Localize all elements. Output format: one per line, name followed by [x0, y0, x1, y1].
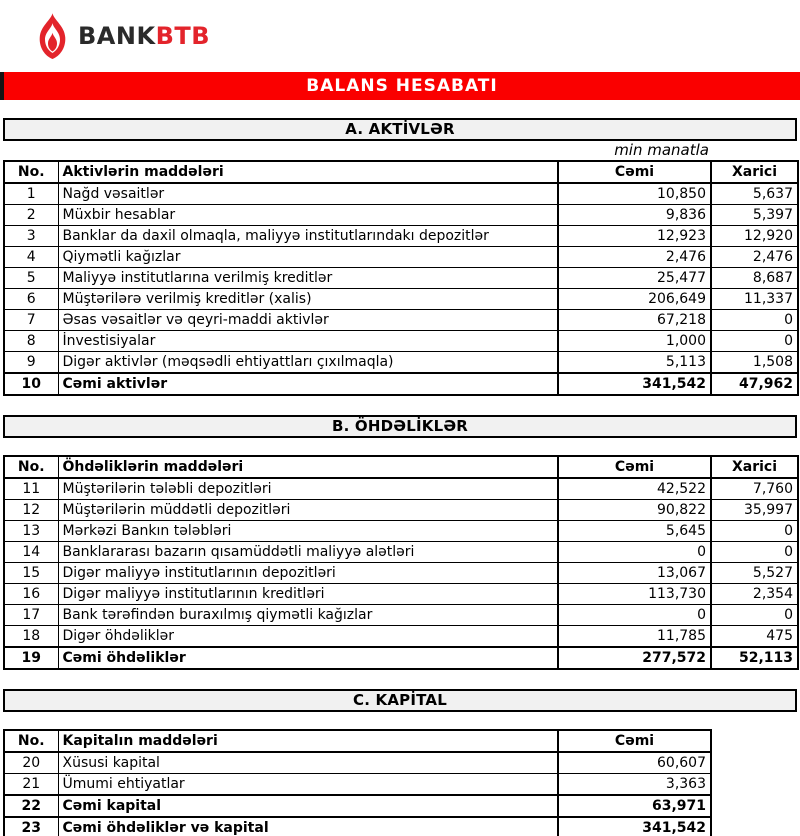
cell-no: 10 — [4, 373, 58, 395]
assets-table — [3, 160, 799, 396]
cell-foreign: 8,687 — [711, 268, 798, 289]
total-row — [4, 817, 711, 836]
table-row — [4, 183, 798, 205]
cell-total: 0 — [558, 605, 711, 626]
cell-foreign: 47,962 — [711, 373, 798, 395]
cell-foreign: 1,508 — [711, 352, 798, 374]
cell-foreign: 2,476 — [711, 247, 798, 268]
assets-table-header-row — [4, 161, 798, 183]
table-row — [4, 500, 798, 521]
logo-bank-word: BANK — [78, 22, 156, 50]
table-row — [4, 626, 798, 648]
column-header-total: Cəmi — [558, 730, 711, 752]
cell-name: Müştərilərə verilmiş kreditlər (xalis) — [58, 289, 558, 310]
logo-btb-word: BTB — [155, 22, 211, 50]
cell-total: 67,218 — [558, 310, 711, 331]
cell-name: Cəmi aktivlər — [58, 373, 558, 395]
cell-foreign: 52,113 — [711, 647, 798, 669]
cell-total: 13,067 — [558, 563, 711, 584]
cell-no: 8 — [4, 331, 58, 352]
report-title: BALANS HESABATI — [306, 76, 498, 96]
cell-foreign: 11,337 — [711, 289, 798, 310]
cell-name: Cəmi öhdəliklər və kapital — [58, 817, 558, 836]
table-row — [4, 310, 798, 331]
cell-no: 3 — [4, 226, 58, 247]
cell-total: 42,522 — [558, 478, 711, 500]
total-row — [4, 647, 798, 669]
cell-total: 0 — [558, 542, 711, 563]
table-row — [4, 268, 798, 289]
bank-flame-icon — [36, 13, 69, 60]
table-row — [4, 563, 798, 584]
cell-no: 18 — [4, 626, 58, 648]
cell-total: 206,649 — [558, 289, 711, 310]
cell-name: Müxbir hesablar — [58, 205, 558, 226]
cell-total: 10,850 — [558, 183, 711, 205]
cell-foreign: 0 — [711, 310, 798, 331]
cell-no: 11 — [4, 478, 58, 500]
cell-name: Xüsusi kapital — [58, 752, 558, 774]
cell-total: 60,607 — [558, 752, 711, 774]
cell-no: 19 — [4, 647, 58, 669]
table-row — [4, 226, 798, 247]
cell-total: 3,363 — [558, 774, 711, 796]
column-header-no: No. — [4, 730, 58, 752]
column-header-name: Kapitalın maddələri — [58, 730, 558, 752]
column-header-foreign: Xarici — [711, 161, 798, 183]
cell-name: Cəmi kapital — [58, 795, 558, 817]
cell-foreign: 5,397 — [711, 205, 798, 226]
cell-total: 9,836 — [558, 205, 711, 226]
cell-total: 11,785 — [558, 626, 711, 648]
cell-no: 22 — [4, 795, 58, 817]
capital-table — [3, 729, 712, 836]
cell-name: Ümumi ehtiyatlar — [58, 774, 558, 796]
cell-foreign: 0 — [711, 331, 798, 352]
cell-no: 21 — [4, 774, 58, 796]
column-header-name: Aktivlərin maddələri — [58, 161, 558, 183]
liabilities-table-header-row — [4, 456, 798, 478]
cell-no: 16 — [4, 584, 58, 605]
column-header-name: Öhdəliklərin maddələri — [58, 456, 558, 478]
cell-foreign: 7,760 — [711, 478, 798, 500]
cell-name: Cəmi öhdəliklər — [58, 647, 558, 669]
cell-no: 9 — [4, 352, 58, 374]
table-row — [4, 352, 798, 374]
bank-logo-text — [78, 22, 210, 50]
cell-total: 5,113 — [558, 352, 711, 374]
column-header-no: No. — [4, 456, 58, 478]
report-title-banner — [0, 72, 800, 100]
cell-name: Digər maliyyə institutlarının kreditləri — [58, 584, 558, 605]
units-note: min manatla — [614, 141, 709, 159]
table-row — [4, 331, 798, 352]
cell-no: 23 — [4, 817, 58, 836]
cell-foreign: 0 — [711, 542, 798, 563]
cell-name: Nağd vəsaitlər — [58, 183, 558, 205]
section-c-header: C. KAPİTAL — [3, 689, 797, 712]
cell-name: Digər maliyyə institutlarının depozitləri — [58, 563, 558, 584]
cell-foreign: 0 — [711, 521, 798, 542]
cell-total: 5,645 — [558, 521, 711, 542]
cell-foreign: 0 — [711, 605, 798, 626]
cell-total: 113,730 — [558, 584, 711, 605]
section-b-header: B. ÖHDƏLİKLƏR — [3, 415, 797, 438]
table-row — [4, 247, 798, 268]
cell-foreign: 2,354 — [711, 584, 798, 605]
cell-name: İnvestisiyalar — [58, 331, 558, 352]
cell-name: Banklararası bazarın qısamüddətli maliyyə alətləri — [58, 542, 558, 563]
cell-no: 5 — [4, 268, 58, 289]
cell-foreign: 5,527 — [711, 563, 798, 584]
table-row — [4, 542, 798, 563]
liabilities-table — [3, 455, 799, 670]
cell-total: 341,542 — [558, 817, 711, 836]
cell-name: Banklar da daxil olmaqla, maliyyə institutlarındakı depozitlər — [58, 226, 558, 247]
column-header-total: Cəmi — [558, 456, 711, 478]
cell-name: Müştərilərin müddətli depozitləri — [58, 500, 558, 521]
cell-name: Mərkəzi Bankın tələbləri — [58, 521, 558, 542]
cell-foreign: 5,637 — [711, 183, 798, 205]
cell-name: Bank tərəfindən buraxılmış qiymətli kağızlar — [58, 605, 558, 626]
cell-total: 90,822 — [558, 500, 711, 521]
cell-name: Əsas vəsaitlər və qeyri-maddi aktivlər — [58, 310, 558, 331]
table-row — [4, 521, 798, 542]
cell-no: 13 — [4, 521, 58, 542]
cell-no: 12 — [4, 500, 58, 521]
table-row — [4, 478, 798, 500]
cell-name: Digər öhdəliklər — [58, 626, 558, 648]
cell-total: 341,542 — [558, 373, 711, 395]
cell-total: 2,476 — [558, 247, 711, 268]
capital-table-header-row — [4, 730, 711, 752]
cell-foreign: 12,920 — [711, 226, 798, 247]
cell-no: 7 — [4, 310, 58, 331]
cell-name: Maliyyə institutlarına verilmiş kreditlər — [58, 268, 558, 289]
table-row — [4, 584, 798, 605]
cell-foreign: 35,997 — [711, 500, 798, 521]
cell-total: 1,000 — [558, 331, 711, 352]
cell-no: 14 — [4, 542, 58, 563]
logo-row — [0, 0, 800, 72]
cell-foreign: 475 — [711, 626, 798, 648]
cell-name: Digər aktivlər (məqsədli ehtiyattları çıxılmaqla) — [58, 352, 558, 374]
table-row — [4, 774, 711, 796]
table-row — [4, 752, 711, 774]
cell-no: 6 — [4, 289, 58, 310]
table-row — [4, 205, 798, 226]
table-row — [4, 289, 798, 310]
cell-no: 4 — [4, 247, 58, 268]
cell-no: 20 — [4, 752, 58, 774]
cell-total: 63,971 — [558, 795, 711, 817]
cell-total: 277,572 — [558, 647, 711, 669]
cell-no: 1 — [4, 183, 58, 205]
section-a-header: A. AKTİVLƏR — [3, 118, 797, 141]
cell-total: 25,477 — [558, 268, 711, 289]
cell-no: 2 — [4, 205, 58, 226]
cell-name: Müştərilərin tələbli depozitləri — [58, 478, 558, 500]
cell-no: 17 — [4, 605, 58, 626]
table-row — [4, 605, 798, 626]
column-header-no: No. — [4, 161, 58, 183]
column-header-total: Cəmi — [558, 161, 711, 183]
cell-total: 12,923 — [558, 226, 711, 247]
cell-no: 15 — [4, 563, 58, 584]
total-row — [4, 373, 798, 395]
total-row — [4, 795, 711, 817]
column-header-foreign: Xarici — [711, 456, 798, 478]
cell-name: Qiymətli kağızlar — [58, 247, 558, 268]
